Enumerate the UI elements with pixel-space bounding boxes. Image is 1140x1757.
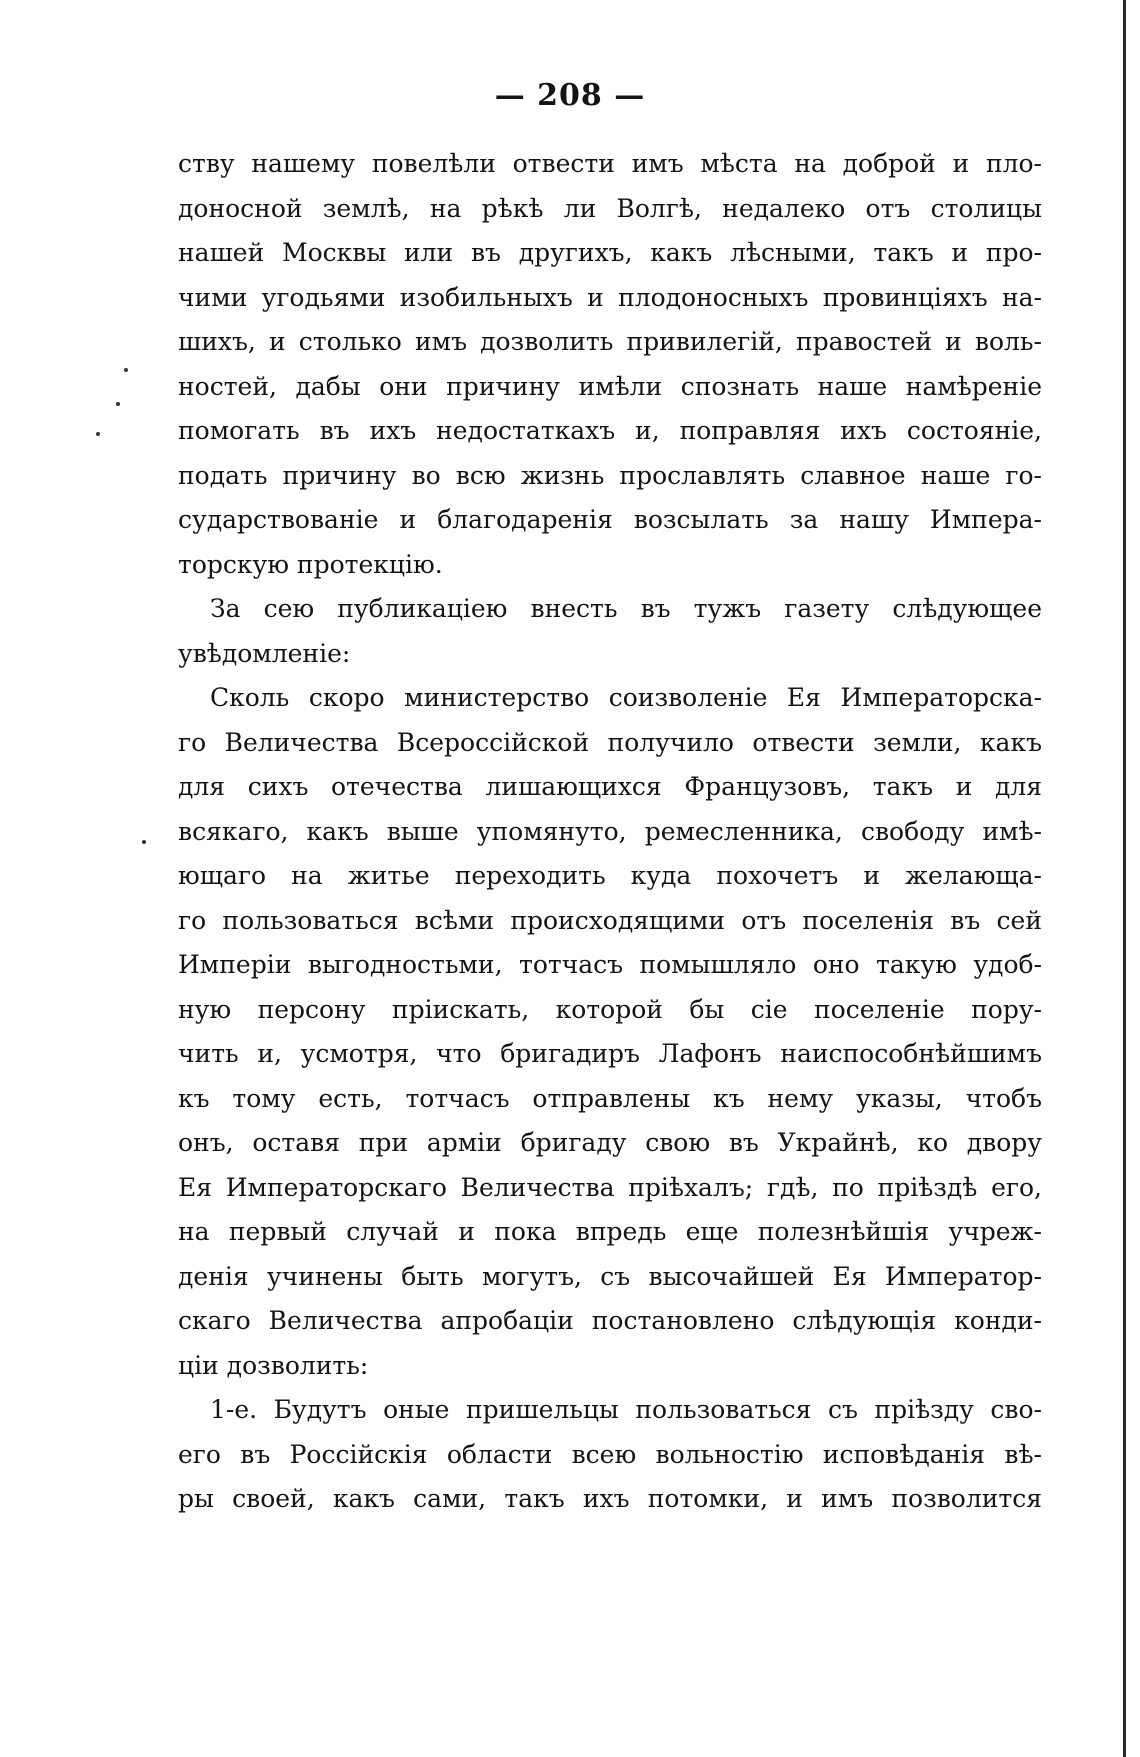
text-line: увѣдомленіе: bbox=[178, 638, 351, 668]
text-line: ную персону пріискать, которой бы сіе поселеніе пору- bbox=[178, 994, 1042, 1024]
text-line: денія учинены быть могутъ, съ высочайшей Ея Император- bbox=[178, 1261, 1042, 1291]
text-line: сударствованіе и благодаренія возсылать за нашу Импера- bbox=[178, 505, 1042, 534]
text-line: ціи дозволить: bbox=[178, 1350, 369, 1380]
text-line: всякаго, какъ выше упомянуто, ремесленника, свободу имѣ- bbox=[178, 816, 1042, 846]
text-line: помогать въ ихъ недостаткахъ и, поправляя ихъ состояніе, bbox=[178, 416, 1042, 445]
text-line: чими угодьями изобильныхъ и плодоносныхъ провинціяхъ на- bbox=[178, 282, 1042, 312]
text-line: для сихъ отечества лишающихся Французовъ, такъ и для bbox=[178, 772, 1042, 801]
text-line: ры своей, какъ сами, такъ ихъ потомки, и имъ позволится bbox=[178, 1484, 1042, 1513]
margin-speck bbox=[116, 402, 120, 406]
margin-speck bbox=[142, 840, 146, 844]
text-line: 1-е. Будутъ оные пришельцы пользоваться съ пріѣзду сво- bbox=[210, 1395, 1042, 1424]
text-line: ностей, дабы они причину имѣли спознать наше намѣреніе bbox=[178, 371, 1042, 401]
text-line: его въ Россійскія области всею вольностію исповѣданія вѣ- bbox=[178, 1439, 1042, 1469]
text-line: Имперіи выгодностьми, тотчасъ помышляло оно такую удоб- bbox=[178, 950, 1042, 979]
text-line: ству нашему повелѣли отвести имъ мѣста на доброй и пло- bbox=[178, 149, 1042, 178]
text-line: За сею публикаціею внесть въ тужъ газету слѣдующее bbox=[210, 594, 1042, 623]
text-line: подать причину во всю жизнь прославлять славное наше го- bbox=[178, 460, 1042, 490]
text-line: на первый случай и пока впредь еще полезнѣйшія учреж- bbox=[178, 1217, 1042, 1246]
page-edge-line bbox=[1123, 0, 1126, 1757]
text-line: торскую протекцію. bbox=[178, 549, 443, 579]
margin-speck bbox=[96, 432, 100, 436]
margin-speck bbox=[124, 368, 128, 372]
text-line: го пользоваться всѣми происходящими отъ поселенія въ сей bbox=[178, 905, 1042, 935]
page-number: — 208 — bbox=[494, 78, 646, 113]
text-line: нашей Москвы или въ другихъ, какъ лѣсными, такъ и про- bbox=[178, 238, 1042, 267]
text-line: чить и, усмотря, что бригадиръ Лафонъ наиспособнѣйшимъ bbox=[178, 1039, 1042, 1068]
text-line: Ея Императорскаго Величества пріѣхалъ; гдѣ, по пріѣздѣ его, bbox=[178, 1172, 1042, 1202]
text-line: ющаго на житье переходить куда похочетъ и желающа- bbox=[178, 861, 1042, 890]
text-line: къ тому есть, тотчасъ отправлены къ нему указы, чтобъ bbox=[178, 1083, 1042, 1113]
text-line: го Величества Всероссійской получило отвести земли, какъ bbox=[178, 727, 1042, 757]
text-line: шихъ, и столько имъ дозволить привилегій, правостей и воль- bbox=[178, 327, 1042, 356]
body-text bbox=[178, 142, 1042, 1522]
text-line: онъ, оставя при арміи бригаду свою въ Украйнѣ, ко двору bbox=[178, 1128, 1042, 1157]
text-line: скаго Величества апробаціи постановлено слѣдующія конди- bbox=[178, 1306, 1042, 1335]
text-line: Сколь скоро министерство соизволеніе Ея Императорска- bbox=[210, 683, 1042, 712]
text-line: доносной землѣ, на рѣкѣ ли Волгѣ, недалеко отъ столицы bbox=[178, 193, 1042, 223]
